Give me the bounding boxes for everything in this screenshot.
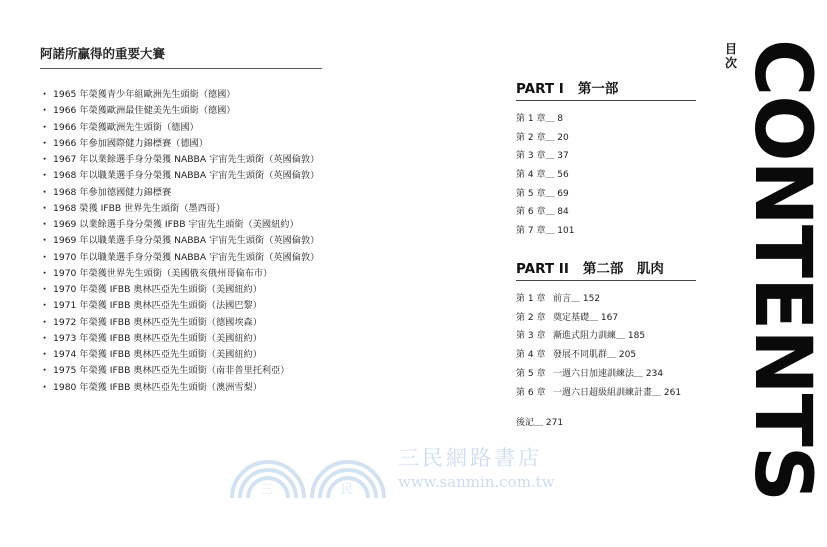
watermark-text: 三民網路書店 <box>398 446 542 470</box>
part1-title: 第一部 <box>577 81 619 97</box>
bullet: ・ <box>40 121 50 133</box>
list-item: 第 3 章＿ 37 <box>516 151 569 162</box>
contents-heading-chinese <box>724 42 738 70</box>
bullet: ・ <box>40 365 50 377</box>
part2-chapter-list <box>516 290 696 403</box>
contents-vertical-title: CONTENTS <box>737 39 827 501</box>
chapter-number: 第 5 章 <box>516 369 546 379</box>
list-item <box>40 185 322 201</box>
part2-title: 第二部 肌肉 <box>582 260 664 277</box>
list-item <box>40 136 322 152</box>
list-item: 第 5 章＿ 69 <box>516 188 569 199</box>
bullet: ・ <box>40 137 50 149</box>
award-text: 1969 年以職業選手身分榮獲 NABBA 宇宙先生頭銜（英國倫敦） <box>53 235 320 247</box>
bullet: ・ <box>40 332 50 344</box>
list-item <box>40 120 322 136</box>
part1-label: PART I <box>516 81 564 97</box>
bullet: ・ <box>40 284 50 295</box>
bullet: ・ <box>40 316 50 328</box>
award-text: 1971 年榮獲 IFBB 奧林匹亞先生頭銜（法國巴黎） <box>53 300 262 312</box>
awards-list <box>40 87 322 396</box>
list-item <box>40 380 322 396</box>
list-item: 第 4 章＿ 56 <box>516 170 569 181</box>
chapter-number: 第 3 章 <box>516 331 546 342</box>
list-item <box>40 168 322 184</box>
list-item: 第 1 章＿ 8 <box>516 114 564 124</box>
bullet: ・ <box>40 349 50 360</box>
chapter-number: 第 1 章 <box>516 293 546 304</box>
watermark-char: 三 <box>261 482 274 496</box>
list-item <box>40 152 322 168</box>
award-text: 1970 年榮獲世界先生頭銜（美國俄亥俄州哥倫布市） <box>53 267 273 279</box>
list-item <box>40 363 322 379</box>
list-item <box>40 266 322 282</box>
list-item <box>40 282 322 298</box>
list-item <box>516 290 696 309</box>
award-text: 1968 年以職業選手身分榮獲 NABBA 宇宙先生頭銜（英國倫敦） <box>53 170 320 182</box>
watermark <box>228 440 588 500</box>
award-text: 1966 年榮獲歐洲先生頭銜（德國） <box>53 121 199 133</box>
bullet: ・ <box>40 89 50 100</box>
list-item <box>40 233 322 249</box>
mulu-char: 目 <box>724 42 737 56</box>
list-item <box>40 347 322 363</box>
list-item <box>40 217 322 233</box>
bullet: ・ <box>40 267 50 279</box>
afterword-entry: 後記＿ 271 <box>516 417 564 428</box>
list-item <box>40 250 322 266</box>
award-text: 1980 年榮獲 IFBB 奧林匹亞先生頭銜（澳洲雪梨） <box>53 381 262 393</box>
award-text: 1968 榮獲 IFBB 世界先生頭銜（墨西哥） <box>53 202 226 214</box>
chapter-text: 一週六日超級組訓練計畫＿ 261 <box>553 387 682 398</box>
award-text: 1972 年榮獲 IFBB 奧林匹亞先生頭銜（德國埃森） <box>53 316 262 328</box>
chapter-text: 發展不同肌群＿ 205 <box>553 350 637 361</box>
award-text: 1966 年榮獲歐洲最佳健美先生頭銜（德國） <box>53 105 236 117</box>
chapter-text: 漸進式阻力訓練＿ 185 <box>553 331 646 342</box>
award-text: 1970 年以職業選手身分榮獲 NABBA 宇宙先生頭銜（英國倫敦） <box>53 251 320 263</box>
award-text: 1975 年榮獲 IFBB 奧林匹亞先生頭銜（南非普里托利亞） <box>53 365 290 377</box>
bullet: ・ <box>40 381 50 393</box>
part1-heading <box>516 77 696 101</box>
bullet: ・ <box>40 186 50 198</box>
chapter-text: 一週六日加速訓練法＿ 234 <box>553 369 664 379</box>
award-text: 1965 年榮獲青少年組歐洲先生頭銜（德國） <box>53 89 236 100</box>
bullet: ・ <box>40 219 50 230</box>
bullet: ・ <box>40 235 50 247</box>
list-item: 第 7 章＿ 101 <box>516 226 575 237</box>
award-text: 1970 年榮獲 IFBB 奧林匹亞先生頭銜（美國紐約） <box>53 284 262 295</box>
bullet: ・ <box>40 251 50 263</box>
part2-heading <box>516 257 696 281</box>
list-item <box>40 315 322 331</box>
part1-chapter-list <box>516 110 696 241</box>
list-item <box>516 309 696 328</box>
list-item <box>516 365 696 384</box>
list-item <box>40 331 322 347</box>
bullet: ・ <box>40 105 50 117</box>
watermark-url: www.sanmin.com.tw <box>398 473 555 491</box>
chapter-text: 前言＿ 152 <box>553 293 601 304</box>
watermark-char: 民 <box>341 482 354 496</box>
list-item <box>40 201 322 217</box>
toc <box>516 77 696 428</box>
chapter-number: 第 2 章 <box>516 312 546 323</box>
list-item <box>516 346 696 365</box>
awards-heading: 阿諾所贏得的重要大賽 <box>40 44 322 69</box>
list-item <box>516 384 696 403</box>
award-text: 1966 年參加國際健力錦標賽（德國） <box>53 137 208 149</box>
list-item: 第 6 章＿ 84 <box>516 207 569 218</box>
list-item <box>40 298 322 314</box>
bullet: ・ <box>40 170 50 182</box>
chapter-number: 第 4 章 <box>516 350 546 361</box>
bullet: ・ <box>40 202 50 214</box>
list-item: 第 2 章＿ 20 <box>516 132 569 143</box>
chapter-number: 第 6 章 <box>516 387 546 398</box>
bullet: ・ <box>40 154 50 165</box>
awards-section <box>40 44 322 396</box>
part2-label: PART II <box>516 260 569 277</box>
bullet: ・ <box>40 300 50 312</box>
list-item <box>516 327 696 346</box>
mulu-char: 次 <box>724 56 737 70</box>
award-text: 1973 年榮獲 IFBB 奧林匹亞先生頭銜（美國紐約） <box>53 332 262 344</box>
award-text: 1967 年以業餘選手身分榮獲 NABBA 宇宙先生頭銜（英國倫敦） <box>53 154 320 165</box>
award-text: 1974 年榮獲 IFBB 奧林匹亞先生頭銜（美國紐約） <box>53 349 262 360</box>
list-item <box>40 87 322 103</box>
watermark-logo-arcs <box>228 440 393 500</box>
list-item <box>40 103 322 119</box>
award-text: 1968 年參加德國健力錦標賽 <box>53 186 172 198</box>
chapter-text: 奠定基礎＿ 167 <box>553 312 619 323</box>
award-text: 1969 以業餘選手身分榮獲 IFBB 宇宙先生頭銜（美國紐約） <box>53 219 299 230</box>
